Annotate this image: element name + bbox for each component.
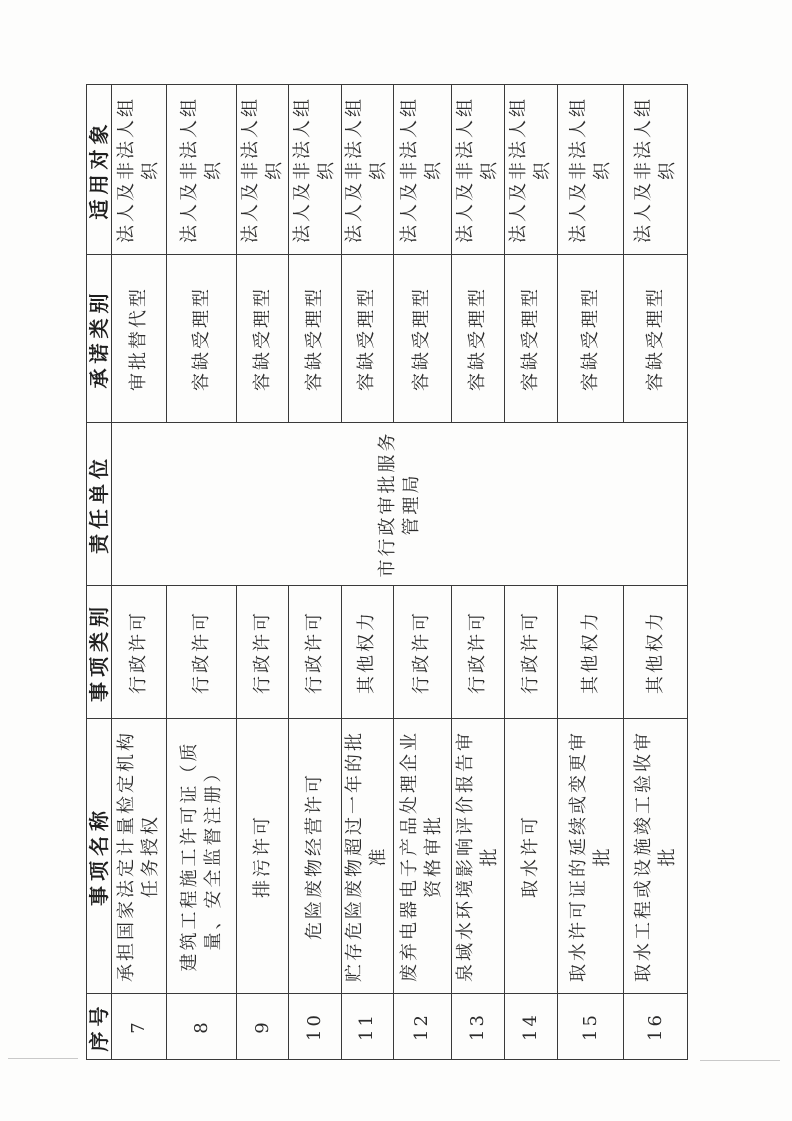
cell-name: 取水许可	[505, 719, 558, 994]
cell-name: 取水工程或设施竣工验收审批	[624, 719, 688, 994]
cell-seq: 16	[624, 994, 688, 1060]
cell-seq: 7	[112, 994, 167, 1060]
cell-kind: 行政许可	[237, 586, 289, 719]
cell-promise: 容缺受理型	[624, 255, 688, 423]
cell-kind: 行政许可	[112, 586, 167, 719]
cell-target: 法人及非法人组织	[112, 85, 167, 255]
cell-target: 法人及非法人组织	[452, 85, 505, 255]
cell-kind: 行政许可	[452, 586, 505, 719]
cell-name: 危险废物经营许可	[289, 719, 341, 994]
cell-target: 法人及非法人组织	[237, 85, 289, 255]
cell-target: 法人及非法人组织	[341, 85, 393, 255]
header-kind: 事项类别	[87, 586, 112, 719]
cell-seq: 15	[558, 994, 624, 1060]
cell-name: 贮存危险废物超过一年的批准	[341, 719, 393, 994]
cell-kind: 其他权力	[341, 586, 393, 719]
cell-target: 法人及非法人组织	[393, 85, 451, 255]
cell-seq: 12	[393, 994, 451, 1060]
cell-target: 法人及非法人组织	[505, 85, 558, 255]
cell-promise: 容缺受理型	[167, 255, 237, 423]
cell-kind: 其他权力	[558, 586, 624, 719]
cell-kind: 行政许可	[505, 586, 558, 719]
table-header-row	[87, 85, 112, 1060]
cell-target: 法人及非法人组织	[558, 85, 624, 255]
cell-kind: 行政许可	[167, 586, 237, 719]
cell-seq: 10	[289, 994, 341, 1060]
cell-promise: 审批替代型	[112, 255, 167, 423]
cell-target: 法人及非法人组织	[289, 85, 341, 255]
rotated-table-container	[86, 85, 688, 1060]
cell-name: 废弃电器电子产品处理企业资格审批	[393, 719, 451, 994]
cell-name: 取水许可证的延续或变更审批	[558, 719, 624, 994]
scan-edge-mark	[8, 1058, 78, 1059]
cell-promise: 容缺受理型	[289, 255, 341, 423]
cell-name: 泉域水环境影响评价报告审批	[452, 719, 505, 994]
header-promise: 承诺类别	[87, 255, 112, 423]
cell-seq: 8	[167, 994, 237, 1060]
cell-promise: 容缺受理型	[558, 255, 624, 423]
cell-kind: 行政许可	[289, 586, 341, 719]
table-row	[112, 85, 167, 1060]
cell-target: 法人及非法人组织	[624, 85, 688, 255]
cell-seq: 9	[237, 994, 289, 1060]
cell-promise: 容缺受理型	[341, 255, 393, 423]
cell-kind: 其他权力	[624, 586, 688, 719]
cell-target: 法人及非法人组织	[167, 85, 237, 255]
header-target: 适用对象	[87, 85, 112, 255]
cell-promise: 容缺受理型	[452, 255, 505, 423]
commitment-table	[86, 84, 688, 1060]
table-frame	[86, 85, 688, 1060]
cell-name: 排污许可	[237, 719, 289, 994]
cell-seq: 14	[505, 994, 558, 1060]
cell-promise: 容缺受理型	[505, 255, 558, 423]
cell-seq: 13	[452, 994, 505, 1060]
cell-promise: 容缺受理型	[237, 255, 289, 423]
cell-promise: 容缺受理型	[393, 255, 451, 423]
cell-name: 承担国家法定计量检定机构任务授权	[112, 719, 167, 994]
cell-name: 建筑工程施工许可证（质量、安全监督注册）	[167, 719, 237, 994]
cell-kind: 行政许可	[393, 586, 451, 719]
scan-edge-mark	[700, 1060, 780, 1061]
header-seq: 序号	[87, 994, 112, 1060]
header-unit: 责任单位	[87, 423, 112, 586]
cell-seq: 11	[341, 994, 393, 1060]
header-name: 事项名称	[87, 719, 112, 994]
cell-responsible-unit: 市行政审批服务管理局	[112, 423, 688, 586]
